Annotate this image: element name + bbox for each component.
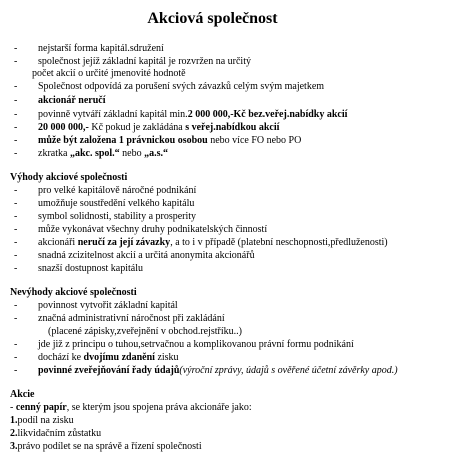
list-item-text: nebo více FO nebo PO (207, 135, 302, 146)
list-item-text: nejstarší forma kapitál.sdružení (38, 43, 164, 54)
bullet-dash: - (14, 263, 18, 274)
list-item-text: povinnost vytvořit základní kapitál (38, 300, 178, 311)
list-item-text: zkratka (38, 148, 70, 159)
list-item-text: symbol solidnosti, stability a prosperity (38, 211, 197, 222)
list-item-text: jde již z principu o tuhou,setrvačnou a komplikovanou právní formu podnikání (38, 339, 354, 350)
bullet-dash: - (14, 122, 18, 133)
bullet-dash: - (14, 95, 18, 106)
list-item-text: Kč pokud je zakládána (88, 122, 186, 133)
bullet-dash: - (14, 339, 18, 350)
list-item-text: zisku (154, 352, 179, 363)
list-item-emphasis: povinné zveřejňování řady údajů (38, 365, 180, 376)
list-item-text: akcionář neručí (38, 95, 106, 106)
list-item-text: likvidačním zůstatku (17, 428, 102, 439)
list-item-text: povinně vytváří základní kapitál min. (38, 109, 188, 120)
list-item-emphasis: může být založena 1 právnickou osobou (38, 135, 208, 146)
list-item-emphasis: 2 000 000,-Kč bez.veřej.nabídky akcií (187, 109, 348, 120)
list-item-text: právo podílet se na správě a řízení společnosti (17, 441, 202, 452)
bullet-dash: - (14, 250, 18, 261)
bullet-dash: - (14, 56, 18, 67)
bullet-dash: - (14, 365, 18, 376)
item-number: 2. (10, 428, 18, 439)
list-item-text: značná administrativní náročnost při zakládání (38, 313, 225, 324)
list-item-text: společnost jejíž základní kapitál je rozvržen na určitý (38, 56, 251, 67)
bullet-dash: - (14, 211, 18, 222)
bullet-dash: - (14, 300, 18, 311)
bullet-dash: - (14, 185, 18, 196)
bullet-dash: - (14, 224, 18, 235)
list-item-emphasis: cenný papír (15, 402, 67, 413)
list-item-text: , se kterým jsou spojena práva akcionáře jako: (66, 402, 252, 413)
item-number: 1. (10, 415, 18, 426)
bullet-dash: - (14, 81, 18, 92)
document-title: Akciová společnost (147, 10, 278, 27)
bullet-dash: - (14, 135, 18, 146)
list-item-text: akcionáři (38, 237, 78, 248)
bullet-dash: - (14, 352, 18, 363)
list-item-text: podíl na zisku (17, 415, 74, 426)
list-item-text: dochází ke (38, 352, 84, 363)
bullet-dash: - (14, 148, 18, 159)
bullet-dash: - (14, 109, 18, 120)
document-page: Akciová společnost - nejstarší forma kapitál.sdružení - společnost jejíž základní kapitál je rozvržen na určitý počet akcií o určité jmenovité hodnotě - Společnost odpovídá za porušení svých závazků celým svým majetkem - akcionář neručí - povinně vytváří základní kapitál min.2 000 000,-Kč bez.veřej.nabídky akcií - 20 000 000,- Kč pokud je zakládána s veřej.nabídkou akcií - může být založena 1 právnickou osobou nebo více FO nebo PO - zkratka „akc. spol.“ nebo „a.s.“ Výhody akciové společnosti - pro velké kapitálově náročné podnikání - umožňuje soustředění velkého kapitálu - symbol solidnosti, stability a prosperity - může vykonávat všechny druhy podnikatelských činností - akcionáři neručí za její závazky, a to i v případě (platební neschopnosti,předluženosti) - snadná zcizitelnost akcií a určitá anonymita akcionářů - snazší dostupnost kapitálu Nevýhody akciové společnosti - povinnost vytvořit základní kapitál - značná administrativní náročnost při zakládání (placené zápisky,zveřejnění v obchod.rejstříku..) - jde již z principu o tuhou,setrvačnou a komplikovanou právní formu podnikání - dochází ke dvojímu zdanění zisku - povinné zveřejňování řady údajů(výroční zprávy, údajů s ověřené účetní závěrky apod.) Akcie - cenný papír, se kterým jsou spojena práva akcionáře jako: 1.podíl na zisku 2.likvidačním zůstatku 3.právo podílet se na správě a řízení společnosti (0, 0, 465, 462)
list-item-emphasis: 20 000 000,- (38, 122, 89, 133)
list-item-text: nebo (119, 148, 145, 159)
list-item-emphasis: „akc. spol.“ (69, 148, 120, 159)
bullet-dash: - (14, 313, 18, 324)
list-item-text: počet akcií o určité jmenovité hodnotě (32, 68, 186, 79)
list-item-text: , a to i v případě (platební neschopnosti,předluženosti) (170, 237, 388, 248)
list-item-italic: (výroční zprávy, údajů s ověřené účetní závěrky apod.) (179, 365, 398, 376)
list-item-text: - (10, 402, 16, 413)
list-item-text: snazší dostupnost kapitálu (38, 263, 143, 274)
list-item-text: pro velké kapitálově náročné podnikání (38, 185, 197, 196)
item-number: 3. (10, 441, 18, 452)
list-item-emphasis: neručí za její závazky (77, 237, 171, 248)
bullet-dash: - (14, 198, 18, 209)
list-item-text: Společnost odpovídá za porušení svých závazků celým svým majetkem (38, 81, 325, 92)
list-item-emphasis: s veřej.nabídkou akcií (185, 122, 280, 133)
bullet-dash: - (14, 237, 18, 248)
list-item-text: může vykonávat všechny druhy podnikatelských činností (38, 224, 268, 235)
list-item-emphasis: „a.s.“ (144, 148, 169, 159)
list-item-text: (placené zápisky,zveřejnění v obchod.rejstříku..) (48, 326, 242, 337)
list-item-text: umožňuje soustředění velkého kapitálu (38, 198, 195, 209)
list-item-text: snadná zcizitelnost akcií a určitá anonymita akcionářů (38, 250, 255, 261)
bullet-dash: - (14, 43, 18, 54)
list-item-emphasis: dvojímu zdanění (83, 352, 155, 363)
